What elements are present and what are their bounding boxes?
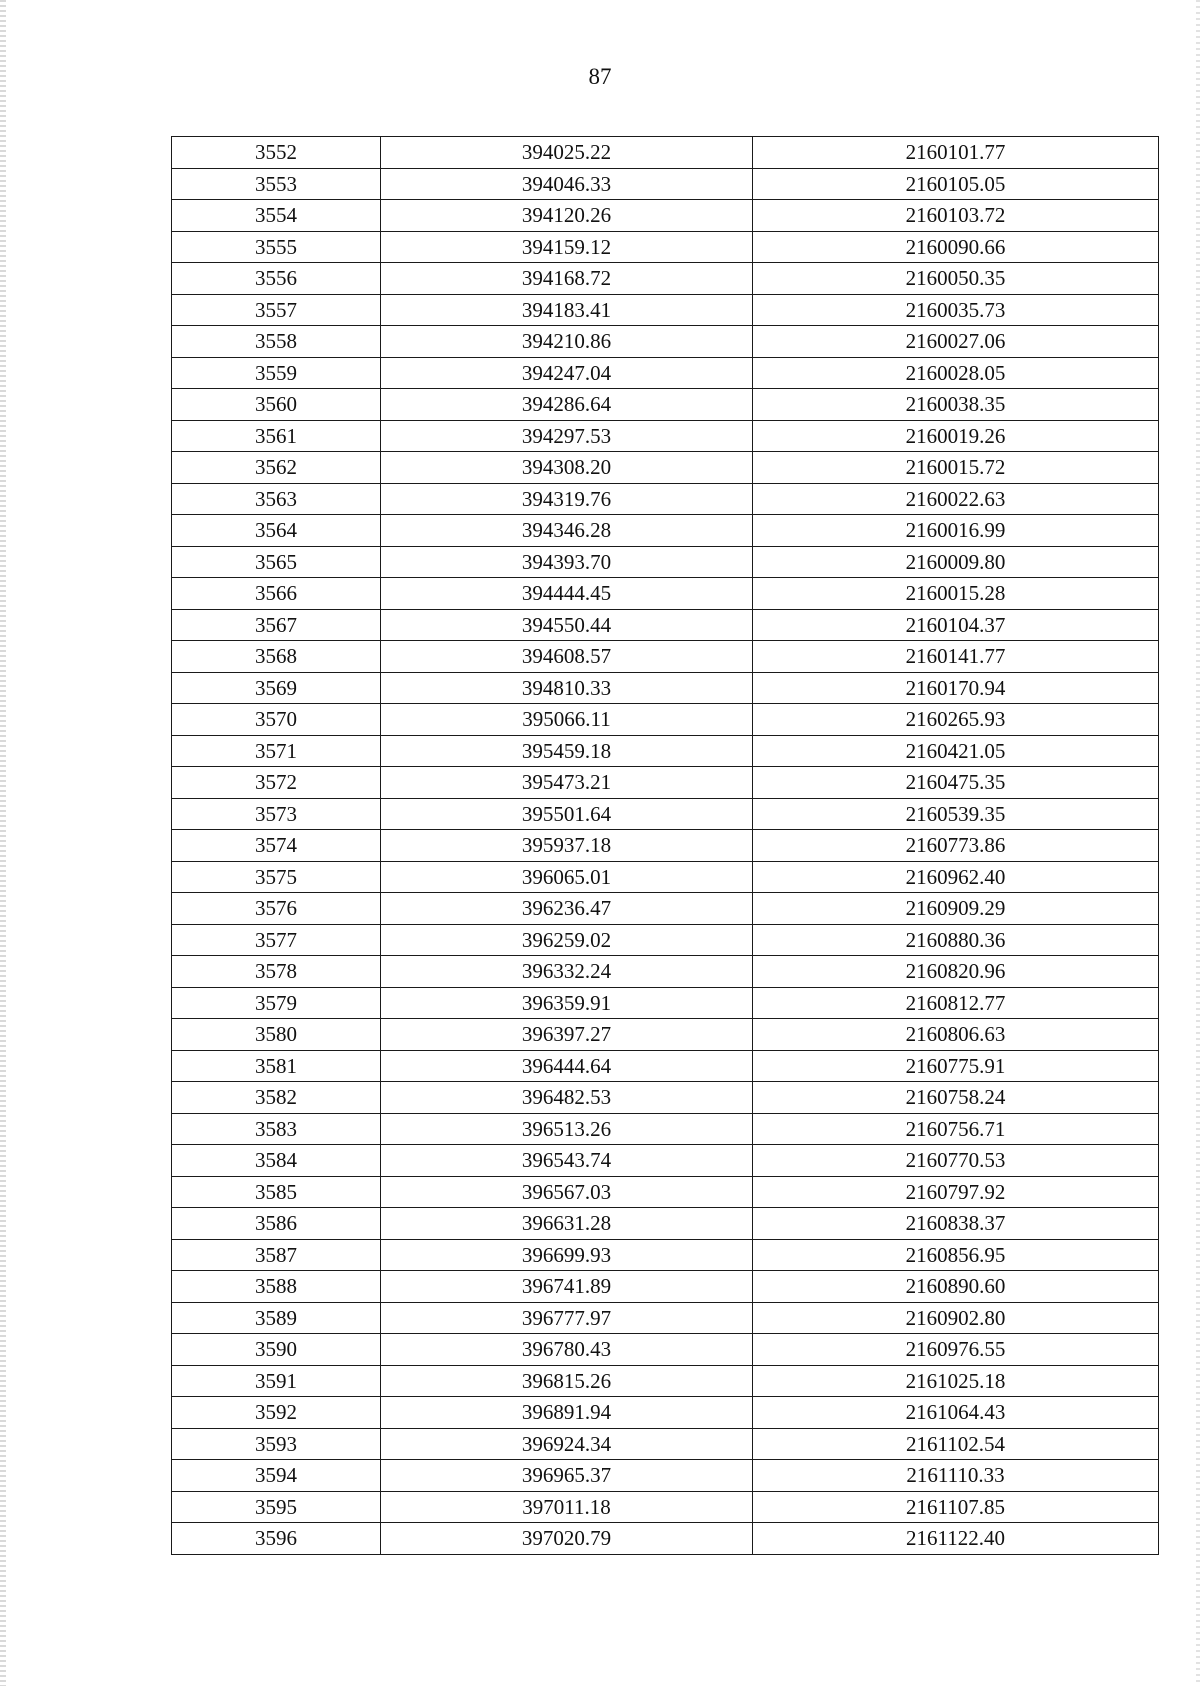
- x-coordinate-cell: 396359.91: [381, 987, 753, 1019]
- table-row: [172, 956, 1159, 988]
- y-coordinate-cell: 2160050.35: [753, 263, 1159, 295]
- y-coordinate-cell: 2160027.06: [753, 326, 1159, 358]
- point-id-cell: 3563: [172, 483, 381, 515]
- y-coordinate-cell: 2160775.91: [753, 1050, 1159, 1082]
- point-id-cell: 3574: [172, 830, 381, 862]
- y-coordinate-cell: 2160028.05: [753, 357, 1159, 389]
- y-coordinate-cell: 2160976.55: [753, 1334, 1159, 1366]
- coordinate-table-body: [172, 137, 1159, 1555]
- y-coordinate-cell: 2160812.77: [753, 987, 1159, 1019]
- point-id-cell: 3587: [172, 1239, 381, 1271]
- x-coordinate-cell: 396397.27: [381, 1019, 753, 1051]
- y-coordinate-cell: 2160104.37: [753, 609, 1159, 641]
- table-row: [172, 1176, 1159, 1208]
- point-id-cell: 3595: [172, 1491, 381, 1523]
- y-coordinate-cell: 2160962.40: [753, 861, 1159, 893]
- y-coordinate-cell: 2160035.73: [753, 294, 1159, 326]
- y-coordinate-cell: 2160265.93: [753, 704, 1159, 736]
- table-row: [172, 1523, 1159, 1555]
- x-coordinate-cell: 394346.28: [381, 515, 753, 547]
- y-coordinate-cell: 2160101.77: [753, 137, 1159, 169]
- table-row: [172, 1397, 1159, 1429]
- point-id-cell: 3572: [172, 767, 381, 799]
- point-id-cell: 3558: [172, 326, 381, 358]
- x-coordinate-cell: 394286.64: [381, 389, 753, 421]
- table-row: [172, 893, 1159, 925]
- x-coordinate-cell: 394393.70: [381, 546, 753, 578]
- table-row: [172, 924, 1159, 956]
- y-coordinate-cell: 2160539.35: [753, 798, 1159, 830]
- y-coordinate-cell: 2160103.72: [753, 200, 1159, 232]
- x-coordinate-cell: 394247.04: [381, 357, 753, 389]
- x-coordinate-cell: 396699.93: [381, 1239, 753, 1271]
- point-id-cell: 3580: [172, 1019, 381, 1051]
- x-coordinate-cell: 397020.79: [381, 1523, 753, 1555]
- y-coordinate-cell: 2160890.60: [753, 1271, 1159, 1303]
- point-id-cell: 3590: [172, 1334, 381, 1366]
- table-row: [172, 609, 1159, 641]
- table-row: [172, 987, 1159, 1019]
- point-id-cell: 3552: [172, 137, 381, 169]
- table-row: [172, 483, 1159, 515]
- table-row: [172, 578, 1159, 610]
- x-coordinate-cell: 396777.97: [381, 1302, 753, 1334]
- table-row: [172, 1239, 1159, 1271]
- y-coordinate-cell: 2160015.28: [753, 578, 1159, 610]
- y-coordinate-cell: 2160756.71: [753, 1113, 1159, 1145]
- point-id-cell: 3576: [172, 893, 381, 925]
- table-row: [172, 1145, 1159, 1177]
- point-id-cell: 3579: [172, 987, 381, 1019]
- scan-edge-left: [0, 0, 6, 1686]
- y-coordinate-cell: 2160015.72: [753, 452, 1159, 484]
- x-coordinate-cell: 396780.43: [381, 1334, 753, 1366]
- x-coordinate-cell: 396444.64: [381, 1050, 753, 1082]
- x-coordinate-cell: 394444.45: [381, 578, 753, 610]
- point-id-cell: 3571: [172, 735, 381, 767]
- x-coordinate-cell: 396513.26: [381, 1113, 753, 1145]
- point-id-cell: 3589: [172, 1302, 381, 1334]
- table-row: [172, 767, 1159, 799]
- x-coordinate-cell: 394297.53: [381, 420, 753, 452]
- y-coordinate-cell: 2160806.63: [753, 1019, 1159, 1051]
- table-row: [172, 1082, 1159, 1114]
- x-coordinate-cell: 394810.33: [381, 672, 753, 704]
- point-id-cell: 3560: [172, 389, 381, 421]
- y-coordinate-cell: 2160758.24: [753, 1082, 1159, 1114]
- point-id-cell: 3568: [172, 641, 381, 673]
- table-row: [172, 641, 1159, 673]
- y-coordinate-cell: 2161110.33: [753, 1460, 1159, 1492]
- point-id-cell: 3556: [172, 263, 381, 295]
- y-coordinate-cell: 2160141.77: [753, 641, 1159, 673]
- point-id-cell: 3564: [172, 515, 381, 547]
- table-row: [172, 420, 1159, 452]
- x-coordinate-cell: 396891.94: [381, 1397, 753, 1429]
- table-row: [172, 1460, 1159, 1492]
- x-coordinate-cell: 394120.26: [381, 200, 753, 232]
- x-coordinate-cell: 394608.57: [381, 641, 753, 673]
- x-coordinate-cell: 394168.72: [381, 263, 753, 295]
- x-coordinate-cell: 394046.33: [381, 168, 753, 200]
- x-coordinate-cell: 395473.21: [381, 767, 753, 799]
- table-row: [172, 200, 1159, 232]
- page-number: 87: [588, 64, 612, 89]
- point-id-cell: 3565: [172, 546, 381, 578]
- y-coordinate-cell: 2160009.80: [753, 546, 1159, 578]
- point-id-cell: 3583: [172, 1113, 381, 1145]
- x-coordinate-cell: 396567.03: [381, 1176, 753, 1208]
- table-row: [172, 357, 1159, 389]
- x-coordinate-cell: 394550.44: [381, 609, 753, 641]
- table-row: [172, 168, 1159, 200]
- x-coordinate-cell: 394308.20: [381, 452, 753, 484]
- y-coordinate-cell: 2160475.35: [753, 767, 1159, 799]
- point-id-cell: 3562: [172, 452, 381, 484]
- x-coordinate-cell: 396924.34: [381, 1428, 753, 1460]
- y-coordinate-cell: 2160856.95: [753, 1239, 1159, 1271]
- point-id-cell: 3588: [172, 1271, 381, 1303]
- table-row: [172, 326, 1159, 358]
- point-id-cell: 3592: [172, 1397, 381, 1429]
- x-coordinate-cell: 394183.41: [381, 294, 753, 326]
- x-coordinate-cell: 395459.18: [381, 735, 753, 767]
- point-id-cell: 3581: [172, 1050, 381, 1082]
- x-coordinate-cell: 394159.12: [381, 231, 753, 263]
- point-id-cell: 3569: [172, 672, 381, 704]
- scan-edge-right: [1196, 0, 1200, 1686]
- point-id-cell: 3591: [172, 1365, 381, 1397]
- y-coordinate-cell: 2160421.05: [753, 735, 1159, 767]
- point-id-cell: 3585: [172, 1176, 381, 1208]
- y-coordinate-cell: 2161025.18: [753, 1365, 1159, 1397]
- y-coordinate-cell: 2160838.37: [753, 1208, 1159, 1240]
- y-coordinate-cell: 2160038.35: [753, 389, 1159, 421]
- table-row: [172, 263, 1159, 295]
- table-row: [172, 1491, 1159, 1523]
- y-coordinate-cell: 2161102.54: [753, 1428, 1159, 1460]
- table-row: [172, 294, 1159, 326]
- table-row: [172, 798, 1159, 830]
- y-coordinate-cell: 2160770.53: [753, 1145, 1159, 1177]
- x-coordinate-cell: 395501.64: [381, 798, 753, 830]
- table-row: [172, 672, 1159, 704]
- point-id-cell: 3555: [172, 231, 381, 263]
- point-id-cell: 3554: [172, 200, 381, 232]
- table-row: [172, 515, 1159, 547]
- x-coordinate-cell: 394210.86: [381, 326, 753, 358]
- y-coordinate-cell: 2161107.85: [753, 1491, 1159, 1523]
- y-coordinate-cell: 2160105.05: [753, 168, 1159, 200]
- point-id-cell: 3584: [172, 1145, 381, 1177]
- x-coordinate-cell: 396332.24: [381, 956, 753, 988]
- y-coordinate-cell: 2160909.29: [753, 893, 1159, 925]
- y-coordinate-cell: 2160773.86: [753, 830, 1159, 862]
- y-coordinate-cell: 2160170.94: [753, 672, 1159, 704]
- table-row: [172, 1365, 1159, 1397]
- x-coordinate-cell: 396815.26: [381, 1365, 753, 1397]
- point-id-cell: 3561: [172, 420, 381, 452]
- point-id-cell: 3567: [172, 609, 381, 641]
- point-id-cell: 3593: [172, 1428, 381, 1460]
- y-coordinate-cell: 2161122.40: [753, 1523, 1159, 1555]
- table-row: [172, 1428, 1159, 1460]
- point-id-cell: 3557: [172, 294, 381, 326]
- y-coordinate-cell: 2160880.36: [753, 924, 1159, 956]
- x-coordinate-cell: 396236.47: [381, 893, 753, 925]
- table-row: [172, 1334, 1159, 1366]
- y-coordinate-cell: 2160090.66: [753, 231, 1159, 263]
- coordinate-table: [171, 136, 1159, 1555]
- point-id-cell: 3559: [172, 357, 381, 389]
- table-row: [172, 389, 1159, 421]
- point-id-cell: 3553: [172, 168, 381, 200]
- table-row: [172, 1271, 1159, 1303]
- point-id-cell: 3582: [172, 1082, 381, 1114]
- table-row: [172, 546, 1159, 578]
- x-coordinate-cell: 395066.11: [381, 704, 753, 736]
- table-row: [172, 861, 1159, 893]
- y-coordinate-cell: 2160019.26: [753, 420, 1159, 452]
- x-coordinate-cell: 396965.37: [381, 1460, 753, 1492]
- point-id-cell: 3577: [172, 924, 381, 956]
- point-id-cell: 3594: [172, 1460, 381, 1492]
- table-row: [172, 1050, 1159, 1082]
- table-row: [172, 830, 1159, 862]
- table-row: [172, 1208, 1159, 1240]
- point-id-cell: 3596: [172, 1523, 381, 1555]
- table-row: [172, 452, 1159, 484]
- x-coordinate-cell: 396741.89: [381, 1271, 753, 1303]
- table-row: [172, 1302, 1159, 1334]
- point-id-cell: 3573: [172, 798, 381, 830]
- point-id-cell: 3570: [172, 704, 381, 736]
- table-row: [172, 1113, 1159, 1145]
- y-coordinate-cell: 2160797.92: [753, 1176, 1159, 1208]
- point-id-cell: 3566: [172, 578, 381, 610]
- x-coordinate-cell: 394319.76: [381, 483, 753, 515]
- point-id-cell: 3578: [172, 956, 381, 988]
- x-coordinate-cell: 396259.02: [381, 924, 753, 956]
- table-row: [172, 231, 1159, 263]
- table-row: [172, 704, 1159, 736]
- y-coordinate-cell: 2161064.43: [753, 1397, 1159, 1429]
- y-coordinate-cell: 2160902.80: [753, 1302, 1159, 1334]
- x-coordinate-cell: 396482.53: [381, 1082, 753, 1114]
- table-row: [172, 1019, 1159, 1051]
- y-coordinate-cell: 2160022.63: [753, 483, 1159, 515]
- point-id-cell: 3575: [172, 861, 381, 893]
- point-id-cell: 3586: [172, 1208, 381, 1240]
- table-row: [172, 735, 1159, 767]
- x-coordinate-cell: 395937.18: [381, 830, 753, 862]
- x-coordinate-cell: 397011.18: [381, 1491, 753, 1523]
- y-coordinate-cell: 2160820.96: [753, 956, 1159, 988]
- x-coordinate-cell: 396543.74: [381, 1145, 753, 1177]
- table-row: [172, 137, 1159, 169]
- x-coordinate-cell: 396631.28: [381, 1208, 753, 1240]
- x-coordinate-cell: 394025.22: [381, 137, 753, 169]
- x-coordinate-cell: 396065.01: [381, 861, 753, 893]
- y-coordinate-cell: 2160016.99: [753, 515, 1159, 547]
